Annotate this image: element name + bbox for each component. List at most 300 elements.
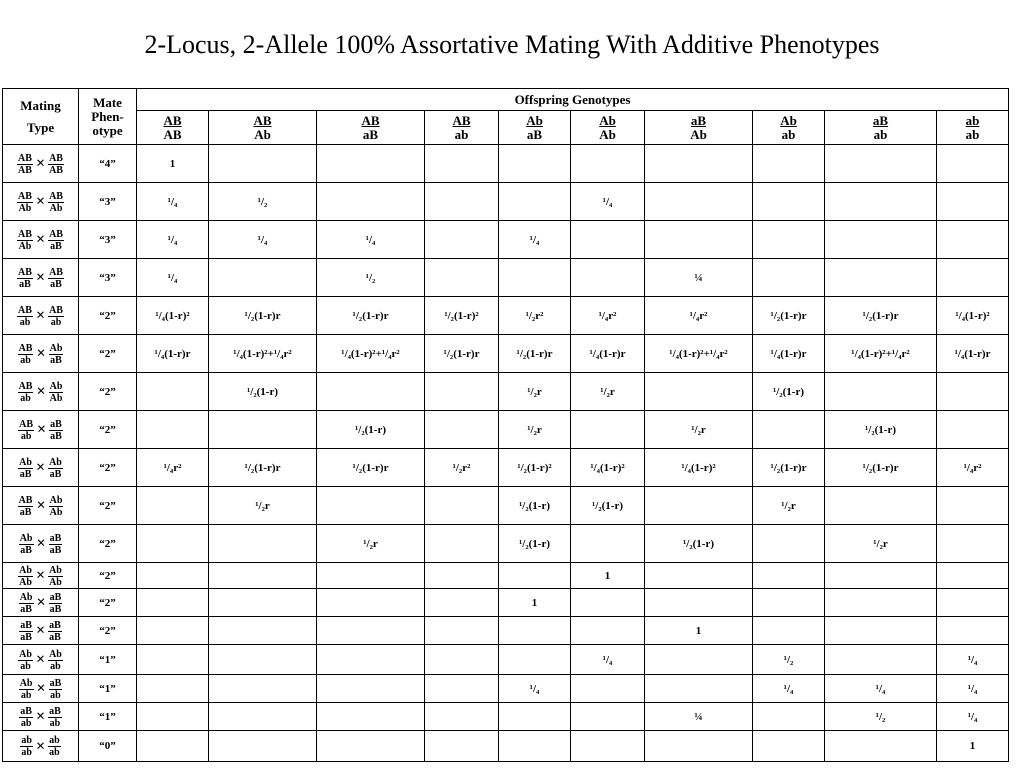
mating-cross (18, 343, 64, 366)
offspring-frequency-cell (825, 731, 937, 762)
offspring-frequency-cell (209, 703, 317, 731)
parent-genotype-bottom: aB (20, 631, 32, 643)
parent-genotype (17, 229, 33, 252)
mate-phenotype-cell: “4” (79, 145, 137, 183)
parent-genotype (48, 267, 64, 290)
mate-phenotype-cell: “1” (79, 675, 137, 703)
offspring-frequency-cell (425, 259, 499, 297)
page-title: 2-Locus, 2-Allele 100% Assortative Mating With Additive Phenotypes (144, 30, 880, 59)
mating-type-cell (3, 449, 79, 487)
offspring-frequency-cell: ¹/₄(1-r)² (645, 449, 753, 487)
parent-genotype-bottom: Ab (19, 576, 32, 588)
parent-genotype-bottom: ab (50, 660, 61, 672)
genotype-top: AB (253, 112, 272, 128)
offspring-frequency-cell (937, 411, 1009, 449)
parent-genotype-bottom: ab (19, 316, 31, 328)
genotype-bottom: ab (454, 126, 469, 142)
offspring-frequency-cell (937, 563, 1009, 589)
parent-genotype (49, 343, 64, 366)
offspring-frequency-cell (753, 617, 825, 645)
offspring-frequency-cell (753, 589, 825, 617)
offspring-frequency-cell (209, 731, 317, 762)
parent-genotype-top: aB (20, 705, 32, 717)
genotype-top: aB (690, 112, 707, 128)
mating-type-cell (3, 145, 79, 183)
genotype-label (780, 114, 797, 142)
table-row (3, 617, 1009, 645)
offspring-frequency-cell (753, 731, 825, 762)
parent-genotype (49, 678, 63, 701)
parent-genotype-top: Ab (19, 564, 32, 576)
offspring-frequency-cell (317, 183, 425, 221)
parent-genotype-bottom: ab (50, 316, 62, 328)
offspring-frequency-cell: ¹/₂(1-r)r (499, 335, 571, 373)
offspring-frequency-cell (137, 373, 209, 411)
mating-type-cell (3, 703, 79, 731)
table-row (3, 449, 1009, 487)
offspring-frequency-cell: ¹/₂ (825, 703, 937, 731)
cross-symbol: × (35, 737, 46, 755)
mating-cross (18, 565, 63, 588)
cross-symbol: × (36, 345, 46, 362)
offspring-frequency-cell: ¹/₄ (937, 645, 1009, 675)
parent-genotype (19, 678, 34, 701)
offspring-frequency-cell: ¹/₂(1-r)r (317, 297, 425, 335)
parent-genotype-bottom: aB (49, 544, 62, 556)
parent-genotype-bottom: ab (20, 660, 31, 672)
offspring-frequency-cell: ¹/₂(1-r) (825, 411, 937, 449)
mating-type-cell (3, 259, 79, 297)
offspring-frequency-cell: ¹/₂(1-r) (753, 373, 825, 411)
offspring-frequency-cell: 1 (571, 563, 645, 589)
genotype-bottom: aB (362, 126, 379, 142)
parent-genotype (18, 495, 34, 518)
offspring-frequency-cell (209, 563, 317, 589)
genotype-label (253, 114, 271, 142)
parent-genotype-bottom: Ab (49, 392, 63, 404)
offspring-frequency-cell (645, 731, 753, 762)
offspring-frequency-cell: ¹/₄ (137, 221, 209, 259)
offspring-frequency-cell: ¹/₄ (937, 675, 1009, 703)
genotype-label (526, 114, 543, 142)
offspring-frequency-cell: ¹/₄(1-r)² (137, 297, 209, 335)
parent-genotype-top: aB (20, 619, 32, 631)
parent-genotype (17, 191, 33, 214)
offspring-frequency-cell: ¹/₂(1-r)r (209, 449, 317, 487)
genotype-label (690, 114, 707, 142)
parent-genotype (49, 419, 63, 442)
offspring-frequency-cell (209, 145, 317, 183)
parent-genotype-top: aB (49, 591, 62, 603)
parent-genotype-top: AB (18, 190, 32, 202)
offspring-frequency-cell (571, 259, 645, 297)
mating-type-header (3, 89, 79, 145)
parent-genotype-bottom: ab (49, 747, 60, 758)
offspring-frequency-cell (209, 645, 317, 675)
offspring-frequency-cell (425, 411, 499, 449)
parent-genotype-top: Ab (49, 456, 62, 468)
offspring-frequency-cell: ¹/₄(1-r)²+¹/₄r² (317, 335, 425, 373)
offspring-frequency-cell (317, 703, 425, 731)
offspring-frequency-cell (499, 731, 571, 762)
genotype-top: aB (872, 112, 889, 128)
parent-genotype (48, 229, 64, 252)
parent-genotype-top: AB (49, 266, 63, 278)
parent-genotype-top: Ab (49, 648, 62, 660)
mating-cross (19, 706, 61, 729)
offspring-frequency-cell (425, 145, 499, 183)
parent-genotype-top: ab (21, 735, 32, 746)
offspring-frequency-cell (317, 645, 425, 675)
offspring-frequency-cell (753, 703, 825, 731)
offspring-frequency-cell: ¹/₂(1-r) (499, 525, 571, 563)
offspring-frequency-cell: ¹/₂(1-r)r (753, 449, 825, 487)
offspring-frequency-cell: ¹/₂(1-r)r (753, 297, 825, 335)
parent-genotype (49, 381, 64, 404)
parent-genotype-bottom: aB (19, 506, 32, 518)
offspring-frequency-cell (137, 675, 209, 703)
mating-cross (17, 229, 64, 252)
offspring-frequency-cell (753, 525, 825, 563)
parent-genotype-top: ab (49, 735, 60, 746)
offspring-frequency-cell: ¹/₄(1-r)²+¹/₄r² (825, 335, 937, 373)
genotype-top: AB (452, 112, 471, 128)
parent-genotype-bottom: ab (20, 689, 32, 701)
table-row (3, 221, 1009, 259)
offspring-frequency-cell (499, 563, 571, 589)
parent-genotype-top: aB (50, 418, 62, 430)
offspring-frequency-cell (753, 259, 825, 297)
parent-genotype (49, 495, 64, 518)
offspring-frequency-cell (425, 645, 499, 675)
genotype-bottom: Ab (690, 126, 707, 142)
parent-genotype (19, 533, 34, 556)
offspring-frequency-cell (425, 373, 499, 411)
parent-genotype-top: aB (49, 532, 62, 544)
offspring-frequency-cell: ¹/₄r² (645, 297, 753, 335)
genotype-top: ab (965, 112, 980, 128)
offspring-frequency-cell (137, 525, 209, 563)
mating-cross (19, 678, 63, 701)
genotype-table (2, 88, 1009, 762)
parent-genotype-bottom: aB (20, 603, 32, 615)
parent-genotype (17, 153, 33, 176)
offspring-frequency-cell (425, 563, 499, 589)
parent-genotype-bottom: ab (50, 689, 61, 701)
offspring-frequency-cell: ¹/₂ (753, 645, 825, 675)
offspring-frequency-cell (137, 703, 209, 731)
offspring-frequency-cell: ¹/₂r² (425, 449, 499, 487)
offspring-frequency-cell: ¹/₂(1-r) (499, 487, 571, 525)
parent-genotype (17, 267, 33, 290)
offspring-frequency-cell (317, 145, 425, 183)
offspring-frequency-cell (571, 145, 645, 183)
parent-genotype-top: AB (18, 342, 33, 354)
parent-genotype-bottom: Ab (18, 202, 32, 214)
genotype-label (163, 114, 181, 142)
mating-cross (18, 419, 63, 442)
offspring-frequency-cell (425, 487, 499, 525)
offspring-frequency-cell: ¹/₄ (571, 645, 645, 675)
mating-type-cell (3, 373, 79, 411)
mating-type-cell (3, 525, 79, 563)
genotype-column-header (825, 111, 937, 145)
parent-genotype (48, 305, 64, 328)
mating-type-cell (3, 563, 79, 589)
parent-genotype (48, 735, 61, 758)
mating-type-cell (3, 221, 79, 259)
offspring-frequency-cell (425, 675, 499, 703)
offspring-frequency-cell (137, 411, 209, 449)
mate-phenotype-cell: “2” (79, 373, 137, 411)
genotype-bottom: ab (781, 126, 796, 142)
offspring-frequency-cell (209, 259, 317, 297)
parent-genotype-bottom: AB (18, 164, 32, 176)
parent-genotype-top: AB (18, 380, 33, 392)
offspring-frequency-cell (937, 221, 1009, 259)
offspring-frequency-cell (645, 675, 753, 703)
genotype-bottom: ab (873, 126, 888, 142)
genotype-column-header (499, 111, 571, 145)
offspring-frequency-cell (209, 525, 317, 563)
parent-genotype (48, 649, 63, 672)
mating-type-cell (3, 675, 79, 703)
parent-genotype-top: Ab (19, 532, 33, 544)
mating-type-header-line2: Type (26, 119, 55, 135)
offspring-frequency-cell (645, 487, 753, 525)
cross-symbol: × (35, 269, 46, 286)
offspring-frequency-cell: ¹/₄(1-r)²+¹/₄r² (209, 335, 317, 373)
offspring-frequency-cell: ¹/₄r² (571, 297, 645, 335)
mating-cross (18, 381, 64, 404)
offspring-frequency-cell (825, 221, 937, 259)
offspring-frequency-cell: ¹/₄r² (137, 449, 209, 487)
cross-symbol: × (35, 708, 46, 725)
genotype-column-header (137, 111, 209, 145)
offspring-frequency-cell (825, 617, 937, 645)
parent-genotype-top: Ab (19, 456, 32, 468)
mating-cross (19, 592, 63, 615)
parent-genotype (48, 153, 64, 176)
offspring-frequency-cell (937, 183, 1009, 221)
parent-genotype (18, 419, 34, 442)
genotype-column-header (425, 111, 499, 145)
parent-genotype (19, 706, 33, 729)
genotype-bottom: ab (965, 126, 980, 142)
offspring-frequency-cell (425, 183, 499, 221)
offspring-frequency-cell (137, 617, 209, 645)
offspring-frequency-cell (645, 145, 753, 183)
cross-symbol: × (36, 383, 46, 400)
table-row (3, 183, 1009, 221)
parent-genotype-bottom: aB (50, 240, 62, 252)
offspring-frequency-cell: ¹/₂(1-r) (571, 487, 645, 525)
offspring-frequency-cell (645, 645, 753, 675)
offspring-frequency-cell (317, 563, 425, 589)
offspring-frequency-cell (753, 221, 825, 259)
mate-phenotype-cell: “3” (79, 221, 137, 259)
offspring-frequency-cell (937, 145, 1009, 183)
offspring-genotypes-header: Offspring Genotypes (137, 89, 1009, 111)
offspring-frequency-cell: ¹/₂(1-r) (317, 411, 425, 449)
offspring-frequency-cell (825, 183, 937, 221)
offspring-frequency-cell (571, 221, 645, 259)
table-row (3, 145, 1009, 183)
offspring-frequency-cell: ¼ (645, 259, 753, 297)
parent-genotype-top: AB (49, 190, 63, 202)
parent-genotype-top: AB (18, 304, 32, 316)
parent-genotype-top: aB (49, 677, 62, 689)
genotype-column-header (209, 111, 317, 145)
cross-symbol: × (35, 155, 46, 172)
offspring-frequency-cell (645, 589, 753, 617)
parent-genotype (18, 457, 33, 480)
offspring-frequency-cell (571, 731, 645, 762)
genotype-column-header (317, 111, 425, 145)
mating-cross (20, 735, 60, 758)
offspring-frequency-cell (209, 675, 317, 703)
offspring-frequency-cell: ¹/₄(1-r)r (937, 335, 1009, 373)
cross-symbol: × (36, 594, 46, 611)
cross-symbol: × (35, 622, 46, 639)
genotype-label (873, 114, 888, 142)
parent-genotype-bottom: aB (50, 354, 62, 366)
cross-symbol: × (35, 193, 46, 210)
genotype-label (966, 114, 980, 142)
parent-genotype-bottom: AB (49, 164, 63, 176)
mate-phenotype-cell: “2” (79, 617, 137, 645)
parent-genotype-top: Ab (49, 494, 63, 506)
offspring-frequency-cell: ¹/₄(1-r)r (571, 335, 645, 373)
offspring-frequency-cell (571, 525, 645, 563)
genotype-column-header (645, 111, 753, 145)
table-row (3, 645, 1009, 675)
offspring-frequency-cell (937, 487, 1009, 525)
offspring-frequency-cell (317, 589, 425, 617)
parent-genotype-top: AB (18, 266, 32, 278)
offspring-frequency-cell (825, 145, 937, 183)
parent-genotype-bottom: ab (21, 747, 32, 758)
offspring-frequency-cell (137, 487, 209, 525)
cross-symbol: × (35, 307, 46, 324)
parent-genotype-top: AB (49, 152, 63, 164)
genotype-top: Ab (599, 112, 616, 128)
offspring-frequency-cell: ¼ (645, 703, 753, 731)
cross-symbol: × (37, 421, 47, 438)
offspring-frequency-cell (425, 731, 499, 762)
offspring-frequency-cell: ¹/₂(1-r)² (425, 297, 499, 335)
parent-genotype-bottom: aB (49, 631, 61, 643)
mate-phenotype-cell: “2” (79, 487, 137, 525)
parent-genotype (49, 592, 63, 615)
offspring-frequency-cell (825, 487, 937, 525)
offspring-frequency-cell (209, 589, 317, 617)
offspring-frequency-cell: ¹/₄(1-r)r (753, 335, 825, 373)
genotype-label (452, 114, 470, 142)
offspring-frequency-cell (425, 589, 499, 617)
offspring-frequency-cell (753, 183, 825, 221)
mating-cross (17, 267, 64, 290)
table-row (3, 335, 1009, 373)
offspring-frequency-cell: ¹/₄ (137, 259, 209, 297)
offspring-frequency-cell (571, 675, 645, 703)
mating-type-header-line1: Mating (20, 97, 61, 113)
offspring-frequency-cell: ¹/₂r² (499, 297, 571, 335)
parent-genotype (18, 649, 33, 672)
parent-genotype-top: Ab (49, 380, 63, 392)
mating-type-cell (3, 297, 79, 335)
parent-genotype-top: aB (49, 705, 61, 717)
parent-genotype-top: AB (18, 228, 32, 240)
table-row (3, 563, 1009, 589)
offspring-frequency-cell: ¹/₂ (317, 259, 425, 297)
offspring-frequency-cell: ¹/₄ (499, 221, 571, 259)
mate-phenotype-cell: “2” (79, 563, 137, 589)
offspring-frequency-cell: ¹/₄ (317, 221, 425, 259)
genotype-column-header (753, 111, 825, 145)
offspring-frequency-cell (209, 411, 317, 449)
offspring-frequency-cell (499, 183, 571, 221)
offspring-frequency-cell: ¹/₂r (825, 525, 937, 563)
offspring-frequency-cell: ¹/₄ (937, 703, 1009, 731)
mating-type-cell (3, 731, 79, 762)
offspring-frequency-cell: 1 (937, 731, 1009, 762)
cross-symbol: × (35, 567, 46, 584)
mating-cross (18, 649, 63, 672)
offspring-frequency-cell: ¹/₄ (753, 675, 825, 703)
offspring-frequency-cell: ¹/₄ (499, 675, 571, 703)
mate-phenotype-cell: “1” (79, 703, 137, 731)
parent-genotype-top: Ab (19, 591, 33, 603)
mating-cross (19, 620, 61, 643)
offspring-frequency-cell (499, 645, 571, 675)
offspring-frequency-cell: ¹/₂(1-r)r (317, 449, 425, 487)
offspring-frequency-cell (937, 373, 1009, 411)
offspring-frequency-cell: ¹/₂(1-r)r (825, 297, 937, 335)
offspring-frequency-cell: ¹/₂r (499, 411, 571, 449)
mate-phenotype-header-line2: Phen- (91, 108, 124, 124)
offspring-frequency-cell (825, 373, 937, 411)
offspring-frequency-cell (425, 525, 499, 563)
mate-phenotype-cell: “2” (79, 411, 137, 449)
offspring-frequency-cell (499, 145, 571, 183)
genotype-column-header (937, 111, 1009, 145)
offspring-frequency-cell: ¹/₄(1-r)²+¹/₄r² (645, 335, 753, 373)
parent-genotype-bottom: ab (49, 717, 61, 729)
parent-genotype (17, 305, 33, 328)
parent-genotype-top: AB (18, 494, 33, 506)
offspring-frequency-cell: ¹/₂ (209, 183, 317, 221)
mate-phenotype-cell: “1” (79, 645, 137, 675)
offspring-frequency-cell: ¹/₂(1-r)r (825, 449, 937, 487)
offspring-frequency-cell (137, 563, 209, 589)
offspring-frequency-cell: ¹/₄ (571, 183, 645, 221)
offspring-frequency-cell (425, 221, 499, 259)
parent-genotype (19, 620, 33, 643)
mating-type-cell (3, 335, 79, 373)
mate-phenotype-cell: “2” (79, 297, 137, 335)
parent-genotype (18, 343, 34, 366)
mating-type-cell (3, 487, 79, 525)
offspring-frequency-cell (571, 411, 645, 449)
offspring-frequency-cell: ¹/₂(1-r) (209, 373, 317, 411)
table-row (3, 487, 1009, 525)
offspring-frequency-cell: 1 (499, 589, 571, 617)
cross-symbol: × (35, 459, 46, 476)
offspring-frequency-cell (317, 373, 425, 411)
offspring-frequency-cell: ¹/₄ (825, 675, 937, 703)
offspring-frequency-cell (645, 221, 753, 259)
